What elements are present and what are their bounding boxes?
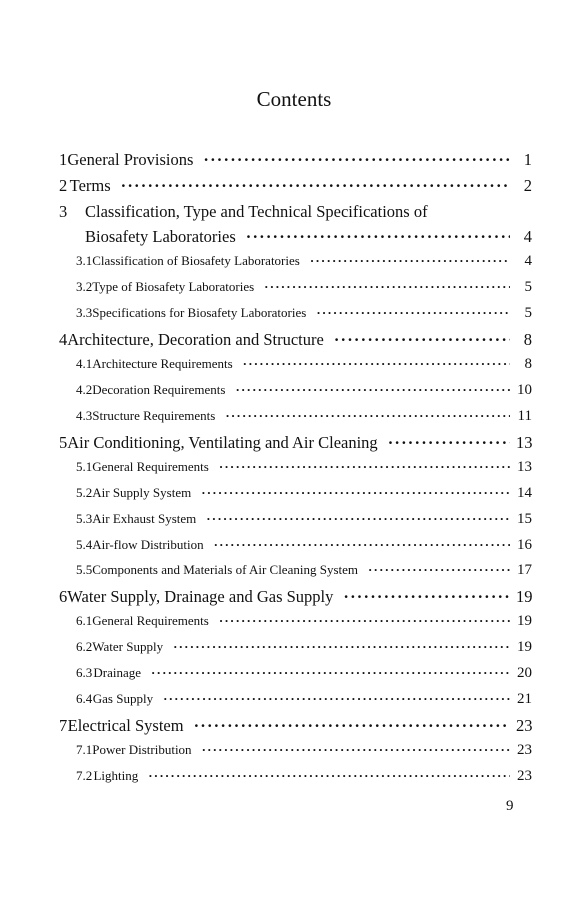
toc-entry-page: 2 — [523, 176, 532, 195]
toc-subentry[interactable] — [76, 253, 532, 277]
toc-entry-page: 8 — [523, 330, 532, 349]
toc-entry-number: 6.4 — [76, 691, 93, 706]
toc-entry-number: 4 — [59, 330, 68, 349]
toc-entry-page: 17 — [517, 562, 532, 578]
toc-subentry[interactable] — [76, 691, 532, 715]
toc-leader-dots — [316, 305, 510, 321]
toc-entry-title: Biosafety Laboratories — [85, 227, 236, 246]
toc-entry-page: 20 — [517, 665, 532, 681]
toc-entry-title: Architecture, Decoration and Structure — [67, 330, 324, 349]
toc-entry-title: Air Exhaust System — [92, 511, 197, 526]
toc-subentry[interactable] — [76, 639, 532, 663]
toc-leader-dots — [225, 408, 510, 424]
toc-entry-page: 16 — [517, 537, 532, 553]
toc-entry-number: 5 — [59, 433, 68, 452]
toc-leader-dots — [219, 613, 510, 629]
toc-entry-title: Power Distribution — [92, 742, 192, 757]
toc-entry-page: 19 — [517, 639, 532, 655]
toc-leader-dots — [235, 382, 510, 398]
toc-entry-number: 1 — [59, 150, 68, 169]
toc-entry-number: 3.2 — [76, 279, 93, 294]
toc-subentry[interactable] — [76, 537, 532, 561]
toc-leader-dots — [201, 485, 510, 501]
page-number: 9 — [506, 798, 514, 814]
toc-entry-title: Drainage — [93, 665, 141, 680]
toc-entry-page: 13 — [517, 459, 532, 475]
toc-entry-title: Lighting — [93, 768, 139, 783]
toc-entry-page: 19 — [516, 587, 532, 606]
toc-entry-title: Specifications for Biosafety Laboratories — [92, 305, 307, 320]
toc-entry-title: Classification of Biosafety Laboratories — [92, 253, 300, 268]
toc-leader-dots — [151, 665, 510, 681]
toc-entry-number: 7.2 — [76, 768, 93, 783]
toc-leader-dots — [243, 356, 510, 372]
toc-entry-page: 10 — [517, 382, 532, 398]
toc-entry-page: 5 — [524, 279, 532, 295]
toc-entry-title: Air Conditioning, Ventilating and Air Cleaning — [67, 433, 378, 452]
toc-entry-number: 6.3 — [76, 665, 93, 680]
toc-entry[interactable] — [59, 176, 532, 200]
toc-entry-title: Air Supply System — [92, 485, 192, 500]
toc-entry-number: 7 — [59, 716, 68, 735]
toc-leader-dots — [173, 639, 510, 655]
toc-entry-title: Electrical System — [67, 716, 184, 735]
toc-leader-dots — [202, 742, 510, 758]
toc-entry-title: Decoration Requirements — [92, 382, 226, 397]
toc-subentry[interactable] — [76, 511, 532, 535]
toc-subentry[interactable] — [76, 408, 532, 432]
toc-entry-page: 21 — [517, 691, 532, 707]
toc-entry-number: 4.3 — [76, 408, 93, 423]
toc-entry-title: Air-flow Distribution — [92, 537, 204, 552]
toc-entry-number: 6.2 — [76, 639, 93, 654]
toc-entry-page: 8 — [524, 356, 532, 372]
toc-entry-title: Gas Supply — [92, 691, 154, 706]
toc-entry-page: 11 — [517, 408, 532, 424]
toc-entry-number: 4.2 — [76, 382, 93, 397]
toc-entry-title: Classification, Type and Technical Specifications of — [85, 202, 428, 221]
toc-leader-dots — [214, 537, 510, 553]
toc-subentry[interactable] — [76, 305, 532, 329]
toc-entry[interactable] — [59, 150, 532, 174]
toc-entry-number: 6 — [59, 587, 68, 606]
toc-entry[interactable] — [59, 202, 532, 226]
toc-subentry[interactable] — [76, 742, 532, 766]
toc-entry-number: 3.1 — [76, 253, 93, 268]
toc-leader-dots — [148, 768, 510, 784]
toc-entry-number: 3.3 — [76, 305, 93, 320]
toc-entry-title: Components and Materials of Air Cleaning System — [92, 562, 358, 577]
toc-entry[interactable] — [59, 433, 532, 457]
toc-leader-dots — [310, 253, 510, 269]
toc-entry-page: 14 — [517, 485, 532, 501]
toc-entry-title: General Provisions — [67, 150, 194, 169]
toc-entry-page: 4 — [523, 227, 532, 246]
toc-entry-title: Water Supply, Drainage and Gas Supply — [67, 587, 334, 606]
toc-leader-dots — [163, 691, 510, 707]
toc-entry[interactable] — [59, 330, 532, 354]
toc-entry-number: 7.1 — [76, 742, 93, 757]
toc-leader-dots — [264, 279, 510, 295]
toc-entry-page: 23 — [517, 742, 532, 758]
toc-subentry[interactable] — [76, 279, 532, 303]
toc-entry-number: 5.3 — [76, 511, 93, 526]
toc-entry-page: 13 — [516, 433, 532, 452]
toc-entry-page: 19 — [517, 613, 532, 629]
toc-leader-dots — [206, 511, 510, 527]
toc-leader-dots — [368, 562, 510, 578]
toc-entry-page: 15 — [517, 511, 532, 527]
toc-entry-number: 5.5 — [76, 562, 93, 577]
toc-entry-number: 3 — [59, 202, 68, 221]
toc-entry[interactable] — [59, 716, 532, 740]
toc-entry-number: 6.1 — [76, 613, 93, 628]
toc-entry-number: 5.4 — [76, 537, 93, 552]
toc-entry-page: 23 — [517, 768, 532, 784]
toc-entry-title: General Requirements — [92, 613, 209, 628]
toc-subentry[interactable] — [76, 459, 532, 483]
toc-subentry[interactable] — [76, 768, 532, 792]
toc-entry-number: 5.1 — [76, 459, 93, 474]
toc-leader-dots — [343, 587, 510, 607]
toc-entry-title: Type of Biosafety Laboratories — [92, 279, 255, 294]
page-title: Contents — [256, 87, 332, 111]
toc-entry-page: 23 — [516, 716, 532, 735]
toc-entry-page: 4 — [524, 253, 532, 269]
toc-entry-number: 2 — [59, 176, 68, 195]
toc-leader-dots — [203, 150, 510, 170]
toc-entry-continuation[interactable] — [85, 227, 532, 251]
toc-subentry[interactable] — [76, 562, 532, 586]
toc-entry-title: Architecture Requirements — [92, 356, 233, 371]
toc-entry-page: 5 — [524, 305, 532, 321]
toc-leader-dots — [334, 330, 510, 350]
toc-subentry[interactable] — [76, 665, 532, 689]
toc-entry-title: Structure Requirements — [92, 408, 216, 423]
toc-leader-dots — [194, 716, 510, 736]
toc-entry-number: 5.2 — [76, 485, 93, 500]
toc-entry[interactable] — [59, 587, 532, 611]
toc-leader-dots — [388, 433, 510, 453]
toc-subentry[interactable] — [76, 356, 532, 380]
toc-entry-page: 1 — [523, 150, 532, 169]
toc-subentry[interactable] — [76, 485, 532, 509]
toc-entry-number: 4.1 — [76, 356, 93, 371]
toc-entry-title: General Requirements — [92, 459, 209, 474]
toc-entry-title: Terms — [69, 176, 111, 195]
toc-leader-dots — [219, 459, 510, 475]
toc-leader-dots — [246, 227, 510, 247]
toc-subentry[interactable] — [76, 613, 532, 637]
toc-leader-dots — [121, 176, 510, 196]
toc-subentry[interactable] — [76, 382, 532, 406]
toc-entry-title: Water Supply — [92, 639, 164, 654]
